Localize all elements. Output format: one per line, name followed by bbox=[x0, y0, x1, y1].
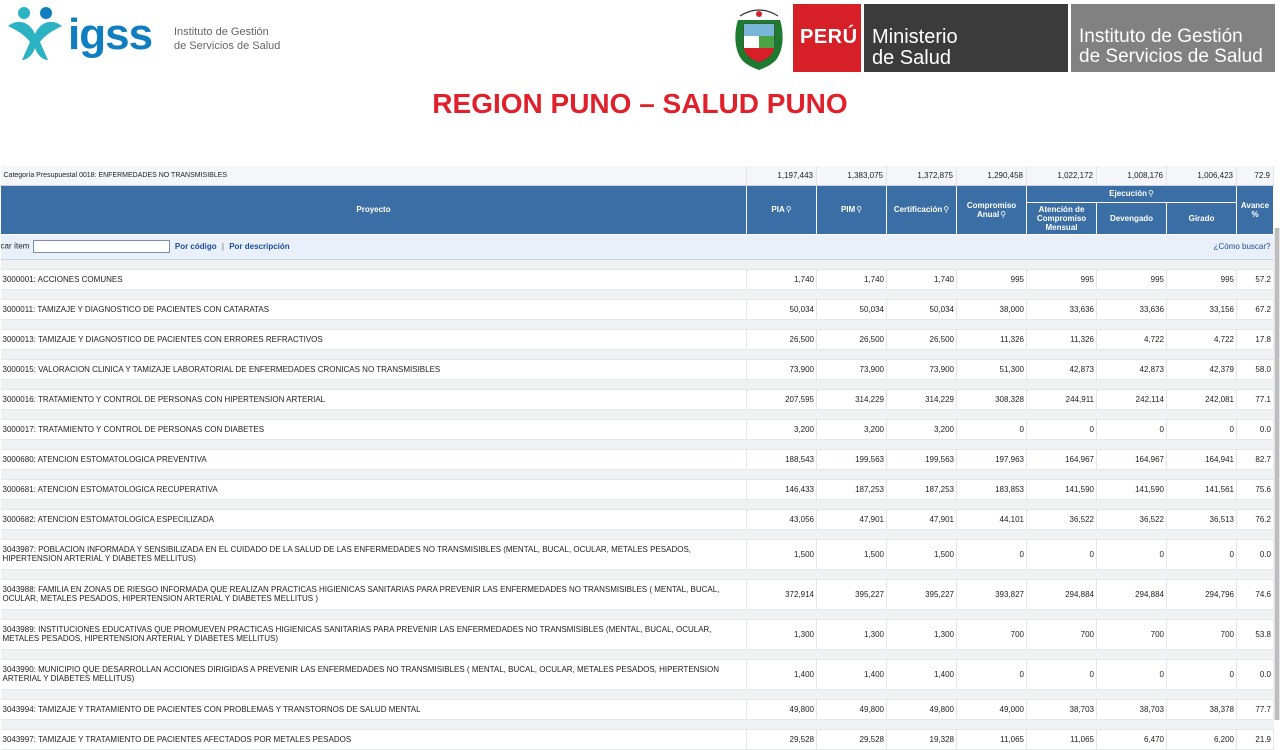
row-proyecto[interactable]: 3043989: INSTITUCIONES EDUCATIVAS QUE PROMUEVEN PRACTICAS HIGIENICAS SANITARIAS PARA PREVENIR LAS ENFERMEDADES NO TRANSMISIBLES (MENTAL, BUCAL, OCULAR, METALES PESADOS, HIPERTENSION ARTERIAL Y DIABETES MELLITUS) bbox=[1, 619, 747, 649]
table-row[interactable] bbox=[1, 269, 1274, 289]
row-spacer-cell bbox=[1, 649, 1274, 659]
row-avance: 74.6 bbox=[1237, 579, 1274, 609]
row-spacer bbox=[1, 259, 1274, 269]
row-spacer bbox=[1, 439, 1274, 449]
row-proyecto[interactable]: 3000681: ATENCION ESTOMATOLOGICA RECUPERATIVA bbox=[1, 479, 747, 499]
row-pia: 50,034 bbox=[747, 299, 817, 319]
col-pia-label: PIA bbox=[771, 205, 785, 214]
col-compromiso-label: Compromiso Anual bbox=[966, 200, 1017, 219]
col-pim[interactable] bbox=[817, 185, 887, 234]
row-atencion: 36,522 bbox=[1027, 509, 1097, 529]
row-spacer bbox=[1, 469, 1274, 479]
row-spacer-cell bbox=[1, 469, 1274, 479]
row-pia: 49,800 bbox=[747, 699, 817, 719]
ministerio-line1: Ministerio bbox=[872, 26, 958, 48]
instituto-line2: de Servicios de Salud bbox=[1079, 46, 1263, 67]
row-proyecto[interactable]: 3000011: TAMIZAJE Y DIAGNOSTICO DE PACIENTES CON CATARATAS bbox=[1, 299, 747, 319]
pin-icon[interactable]: ⚲ bbox=[943, 205, 950, 214]
row-atencion: 141,590 bbox=[1027, 479, 1097, 499]
table-row[interactable] bbox=[1, 659, 1274, 689]
row-devengado: 4,722 bbox=[1097, 329, 1167, 349]
row-girado: 700 bbox=[1167, 619, 1237, 649]
col-certificacion-label: Certificación bbox=[893, 205, 943, 214]
igss-logo bbox=[4, 2, 294, 66]
row-avance: 75.6 bbox=[1237, 479, 1274, 499]
col-devengado[interactable]: Devengado bbox=[1097, 202, 1167, 234]
row-spacer-cell bbox=[1, 719, 1274, 729]
row-spacer-cell bbox=[1, 349, 1274, 359]
row-certificacion: 73,900 bbox=[887, 359, 957, 379]
row-atencion: 42,873 bbox=[1027, 359, 1097, 379]
category-row bbox=[1, 166, 1274, 185]
row-certificacion: 314,229 bbox=[887, 389, 957, 409]
row-spacer bbox=[1, 349, 1274, 359]
page-title: REGION PUNO – SALUD PUNO bbox=[432, 88, 848, 119]
table-body bbox=[1, 259, 1274, 749]
col-avance[interactable]: Avance % bbox=[1237, 185, 1274, 234]
row-compromiso: 0 bbox=[957, 659, 1027, 689]
row-certificacion: 49,800 bbox=[887, 699, 957, 719]
por-descripcion-link[interactable]: Por descripción bbox=[229, 241, 290, 251]
row-atencion: 0 bbox=[1027, 539, 1097, 569]
row-proyecto[interactable]: 3043987: POBLACION INFORMADA Y SENSIBILIZADA EN EL CUIDADO DE LA SALUD DE LAS ENFERMEDADES NO TRANSMISIBLES (MENTAL, BUCAL, OCULAR, METALES PESADOS, HIPERTENSION ARTERIAL Y DIABETES MELLITUS) bbox=[1, 539, 747, 569]
row-proyecto[interactable]: 3000016: TRATAMIENTO Y CONTROL DE PERSONAS CON HIPERTENSION ARTERIAL bbox=[1, 389, 747, 409]
instituto-gestion-badge bbox=[1071, 4, 1275, 72]
category-certificacion: 1,372,875 bbox=[887, 166, 957, 185]
igss-subtitle-line1: Instituto de Gestión bbox=[174, 26, 269, 38]
row-girado: 995 bbox=[1167, 269, 1237, 289]
row-pim: 1,500 bbox=[817, 539, 887, 569]
row-girado: 38,378 bbox=[1167, 699, 1237, 719]
row-girado: 0 bbox=[1167, 419, 1237, 439]
row-pim: 50,034 bbox=[817, 299, 887, 319]
row-spacer bbox=[1, 719, 1274, 729]
row-compromiso: 308,328 bbox=[957, 389, 1027, 409]
col-ejecucion-label: Ejecución bbox=[1109, 189, 1147, 198]
row-certificacion: 26,500 bbox=[887, 329, 957, 349]
row-pim: 187,253 bbox=[817, 479, 887, 499]
row-pim: 395,227 bbox=[817, 579, 887, 609]
row-pim: 26,500 bbox=[817, 329, 887, 349]
row-spacer-cell bbox=[1, 609, 1274, 619]
category-pia: 1,197,443 bbox=[747, 166, 817, 185]
row-atencion: 164,967 bbox=[1027, 449, 1097, 469]
row-avance: 17.8 bbox=[1237, 329, 1274, 349]
row-compromiso: 49,000 bbox=[957, 699, 1027, 719]
row-spacer-cell bbox=[1, 439, 1274, 449]
row-devengado: 0 bbox=[1097, 539, 1167, 569]
row-compromiso: 11,065 bbox=[957, 729, 1027, 749]
row-certificacion: 1,400 bbox=[887, 659, 957, 689]
row-certificacion: 1,500 bbox=[887, 539, 957, 569]
pin-icon[interactable]: ⚲ bbox=[785, 205, 792, 214]
col-pia[interactable] bbox=[747, 185, 817, 234]
row-atencion: 38,703 bbox=[1027, 699, 1097, 719]
igss-figure-icon bbox=[4, 4, 66, 66]
row-pim: 49,800 bbox=[817, 699, 887, 719]
row-pim: 1,300 bbox=[817, 619, 887, 649]
row-certificacion: 3,200 bbox=[887, 419, 957, 439]
row-spacer-cell bbox=[1, 569, 1274, 579]
row-devengado: 0 bbox=[1097, 419, 1167, 439]
row-avance: 82.7 bbox=[1237, 449, 1274, 469]
row-pia: 29,528 bbox=[747, 729, 817, 749]
row-spacer bbox=[1, 529, 1274, 539]
row-compromiso: 393,827 bbox=[957, 579, 1027, 609]
row-proyecto[interactable]: 3000015: VALORACION CLINICA Y TAMIZAJE LABORATORIAL DE ENFERMEDADES CRONICAS NO TRANSMISIBLES bbox=[1, 359, 747, 379]
col-compromiso-anual[interactable] bbox=[957, 185, 1027, 234]
row-spacer bbox=[1, 649, 1274, 659]
row-pim: 314,229 bbox=[817, 389, 887, 409]
instituto-line1: Instituto de Gestión bbox=[1079, 26, 1243, 47]
row-atencion: 0 bbox=[1027, 659, 1097, 689]
row-avance: 0.0 bbox=[1237, 659, 1274, 689]
row-atencion: 294,884 bbox=[1027, 579, 1097, 609]
row-certificacion: 19,328 bbox=[887, 729, 957, 749]
table-row[interactable] bbox=[1, 539, 1274, 569]
table-row[interactable] bbox=[1, 479, 1274, 499]
col-proyecto[interactable]: Proyecto bbox=[1, 185, 747, 234]
row-pia: 146,433 bbox=[747, 479, 817, 499]
row-proyecto[interactable]: 3000001: ACCIONES COMUNES bbox=[1, 269, 747, 289]
row-spacer bbox=[1, 609, 1274, 619]
row-devengado: 242,114 bbox=[1097, 389, 1167, 409]
row-devengado: 995 bbox=[1097, 269, 1167, 289]
row-certificacion: 395,227 bbox=[887, 579, 957, 609]
row-atencion: 995 bbox=[1027, 269, 1097, 289]
table-row[interactable] bbox=[1, 509, 1274, 529]
row-pim: 47,901 bbox=[817, 509, 887, 529]
row-compromiso: 183,853 bbox=[957, 479, 1027, 499]
row-atencion: 11,326 bbox=[1027, 329, 1097, 349]
row-proyecto[interactable]: 3043994: TAMIZAJE Y TRATAMIENTO DE PACIENTES CON PROBLEMAS Y TRANSTORNOS DE SALUD MENTAL bbox=[1, 699, 747, 719]
row-pia: 1,300 bbox=[747, 619, 817, 649]
table-row[interactable] bbox=[1, 449, 1274, 469]
row-pia: 207,595 bbox=[747, 389, 817, 409]
row-compromiso: 700 bbox=[957, 619, 1027, 649]
row-girado: 42,379 bbox=[1167, 359, 1237, 379]
scrollbar-thumb[interactable] bbox=[1275, 228, 1279, 720]
row-spacer bbox=[1, 499, 1274, 509]
budget-table bbox=[0, 166, 1273, 750]
row-girado: 0 bbox=[1167, 539, 1237, 569]
row-pia: 1,740 bbox=[747, 269, 817, 289]
row-pia: 73,900 bbox=[747, 359, 817, 379]
pin-icon[interactable]: ⚲ bbox=[1000, 209, 1007, 219]
row-spacer-cell bbox=[1, 499, 1274, 509]
row-pim: 29,528 bbox=[817, 729, 887, 749]
search-input[interactable] bbox=[33, 240, 170, 253]
table-row[interactable] bbox=[1, 389, 1274, 409]
row-spacer-cell bbox=[1, 529, 1274, 539]
row-avance: 77.7 bbox=[1237, 699, 1274, 719]
row-spacer bbox=[1, 569, 1274, 579]
row-pim: 1,400 bbox=[817, 659, 887, 689]
category-avance: 72.9 bbox=[1237, 166, 1274, 185]
col-atencion[interactable]: Atención de Compromiso Mensual bbox=[1027, 202, 1097, 234]
row-girado: 6,200 bbox=[1167, 729, 1237, 749]
row-girado: 4,722 bbox=[1167, 329, 1237, 349]
row-girado: 33,156 bbox=[1167, 299, 1237, 319]
row-certificacion: 187,253 bbox=[887, 479, 957, 499]
table-row[interactable] bbox=[1, 419, 1274, 439]
row-girado: 0 bbox=[1167, 659, 1237, 689]
row-avance: 77.1 bbox=[1237, 389, 1274, 409]
row-compromiso: 38,000 bbox=[957, 299, 1027, 319]
row-proyecto[interactable]: 3043990: MUNICIPIO QUE DESARROLLAN ACCIONES DIRIGIDAS A PREVENIR LAS ENFERMEDADES NO TRANSMISIBLES ( MENTAL, BUCAL, OCULAR, METALES PESADOS, HIPERTENSION ARTERIAL Y DIABETES MELLITUS) bbox=[1, 659, 747, 689]
row-proyecto[interactable]: 3043988: FAMILIA EN ZONAS DE RIESGO INFORMADA QUE REALIZAN PRACTICAS HIGIENICAS SANITARIAS PARA PREVENIR LAS ENFERMEDADES NO TRANSMISIBLES ( MENTAL, BUCAL, OCULAR, METALES PESADOS, HIPERTENSION ARTERIAL Y DIABETES MELLITUS ) bbox=[1, 579, 747, 609]
row-atencion: 0 bbox=[1027, 419, 1097, 439]
row-avance: 58.0 bbox=[1237, 359, 1274, 379]
row-avance: 67.2 bbox=[1237, 299, 1274, 319]
igss-subtitle-line2: de Servicios de Salud bbox=[174, 40, 281, 52]
row-atencion: 700 bbox=[1027, 619, 1097, 649]
row-compromiso: 0 bbox=[957, 539, 1027, 569]
ministerio-de-salud-badge bbox=[864, 4, 1068, 72]
row-devengado: 0 bbox=[1097, 659, 1167, 689]
ministerio-line2: de Salud bbox=[872, 47, 951, 69]
row-devengado: 164,967 bbox=[1097, 449, 1167, 469]
table-row[interactable] bbox=[1, 699, 1274, 719]
row-spacer bbox=[1, 409, 1274, 419]
como-buscar-link[interactable]: ¿Cómo buscar? bbox=[1027, 234, 1274, 259]
header-row-1 bbox=[1, 185, 1274, 202]
row-devengado: 294,884 bbox=[1097, 579, 1167, 609]
search-controls bbox=[1, 234, 1027, 259]
category-label: Categoría Presupuestal 0018: ENFERMEDADES NO TRANSMISIBLES bbox=[1, 166, 747, 185]
row-compromiso: 995 bbox=[957, 269, 1027, 289]
row-devengado: 42,873 bbox=[1097, 359, 1167, 379]
row-pim: 199,563 bbox=[817, 449, 887, 469]
row-certificacion: 199,563 bbox=[887, 449, 957, 469]
category-devengado: 1,008,176 bbox=[1097, 166, 1167, 185]
row-compromiso: 197,963 bbox=[957, 449, 1027, 469]
row-certificacion: 1,300 bbox=[887, 619, 957, 649]
row-avance: 53.8 bbox=[1237, 619, 1274, 649]
row-girado: 141,561 bbox=[1167, 479, 1237, 499]
table-row[interactable] bbox=[1, 579, 1274, 609]
row-proyecto[interactable]: 3000013: TAMIZAJE Y DIAGNOSTICO DE PACIENTES CON ERRORES REFRACTIVOS bbox=[1, 329, 747, 349]
col-pim-label: PIM bbox=[840, 205, 856, 214]
category-compromiso: 1,290,458 bbox=[957, 166, 1027, 185]
row-avance: 0.0 bbox=[1237, 419, 1274, 439]
por-codigo-link[interactable]: Por código bbox=[174, 241, 217, 251]
row-pia: 3,200 bbox=[747, 419, 817, 439]
row-pia: 1,500 bbox=[747, 539, 817, 569]
row-devengado: 33,636 bbox=[1097, 299, 1167, 319]
row-pim: 1,740 bbox=[817, 269, 887, 289]
category-pim: 1,383,075 bbox=[817, 166, 887, 185]
search-row bbox=[1, 234, 1274, 259]
row-devengado: 38,703 bbox=[1097, 699, 1167, 719]
row-proyecto[interactable]: 3000017: TRATAMIENTO Y CONTROL DE PERSONAS CON DIABETES bbox=[1, 419, 747, 439]
row-atencion: 11,065 bbox=[1027, 729, 1097, 749]
row-compromiso: 0 bbox=[957, 419, 1027, 439]
row-avance: 0.0 bbox=[1237, 539, 1274, 569]
row-atencion: 244,911 bbox=[1027, 389, 1097, 409]
row-girado: 36,513 bbox=[1167, 509, 1237, 529]
pin-icon[interactable]: ⚲ bbox=[856, 205, 863, 214]
row-avance: 76.2 bbox=[1237, 509, 1274, 529]
row-certificacion: 50,034 bbox=[887, 299, 957, 319]
row-spacer-cell bbox=[1, 409, 1274, 419]
row-spacer bbox=[1, 319, 1274, 329]
row-compromiso: 11,326 bbox=[957, 329, 1027, 349]
table-row[interactable] bbox=[1, 359, 1274, 379]
row-certificacion: 47,901 bbox=[887, 509, 957, 529]
row-pia: 1,400 bbox=[747, 659, 817, 689]
row-devengado: 36,522 bbox=[1097, 509, 1167, 529]
row-spacer-cell bbox=[1, 689, 1274, 699]
row-certificacion: 1,740 bbox=[887, 269, 957, 289]
igss-wordmark: igss bbox=[68, 10, 153, 59]
search-separator: | bbox=[221, 241, 224, 251]
row-spacer bbox=[1, 289, 1274, 299]
row-pim: 73,900 bbox=[817, 359, 887, 379]
table-row[interactable] bbox=[1, 299, 1274, 319]
row-spacer-cell bbox=[1, 259, 1274, 269]
row-devengado: 700 bbox=[1097, 619, 1167, 649]
igss-subtitle bbox=[174, 25, 280, 53]
row-compromiso: 51,300 bbox=[957, 359, 1027, 379]
row-spacer-cell bbox=[1, 319, 1274, 329]
row-proyecto[interactable]: 3000680: ATENCION ESTOMATOLOGICA PREVENTIVA bbox=[1, 449, 747, 469]
row-atencion: 33,636 bbox=[1027, 299, 1097, 319]
row-compromiso: 44,101 bbox=[957, 509, 1027, 529]
peru-badge: PERÚ bbox=[793, 4, 861, 72]
row-pia: 372,914 bbox=[747, 579, 817, 609]
col-girado[interactable]: Girado bbox=[1167, 202, 1237, 234]
row-spacer bbox=[1, 689, 1274, 699]
row-pim: 3,200 bbox=[817, 419, 887, 439]
category-atencion: 1,022,172 bbox=[1027, 166, 1097, 185]
table-row[interactable] bbox=[1, 619, 1274, 649]
row-proyecto[interactable]: 3000682: ATENCION ESTOMATOLOGICA ESPECILIZADA bbox=[1, 509, 747, 529]
row-proyecto[interactable]: 3043997: TAMIZAJE Y TRATAMIENTO DE PACIENTES AFECTADOS POR METALES PESADOS bbox=[1, 729, 747, 749]
row-devengado: 6,470 bbox=[1097, 729, 1167, 749]
row-spacer bbox=[1, 379, 1274, 389]
peru-coat-of-arms-icon bbox=[730, 6, 788, 72]
row-pia: 43,056 bbox=[747, 509, 817, 529]
row-avance: 21.9 bbox=[1237, 729, 1274, 749]
row-pia: 188,543 bbox=[747, 449, 817, 469]
row-pia: 26,500 bbox=[747, 329, 817, 349]
row-girado: 242,081 bbox=[1167, 389, 1237, 409]
row-avance: 57.2 bbox=[1237, 269, 1274, 289]
row-spacer-cell bbox=[1, 289, 1274, 299]
col-certificacion[interactable] bbox=[887, 185, 957, 234]
row-devengado: 141,590 bbox=[1097, 479, 1167, 499]
col-ejecucion[interactable] bbox=[1027, 185, 1237, 202]
category-girado: 1,006,423 bbox=[1167, 166, 1237, 185]
search-label: car ítem bbox=[0, 241, 30, 251]
table-row[interactable] bbox=[1, 729, 1274, 749]
pin-icon[interactable]: ⚲ bbox=[1147, 189, 1154, 198]
row-spacer-cell bbox=[1, 379, 1274, 389]
row-girado: 164,941 bbox=[1167, 449, 1237, 469]
table-row[interactable] bbox=[1, 329, 1274, 349]
row-girado: 294,796 bbox=[1167, 579, 1237, 609]
